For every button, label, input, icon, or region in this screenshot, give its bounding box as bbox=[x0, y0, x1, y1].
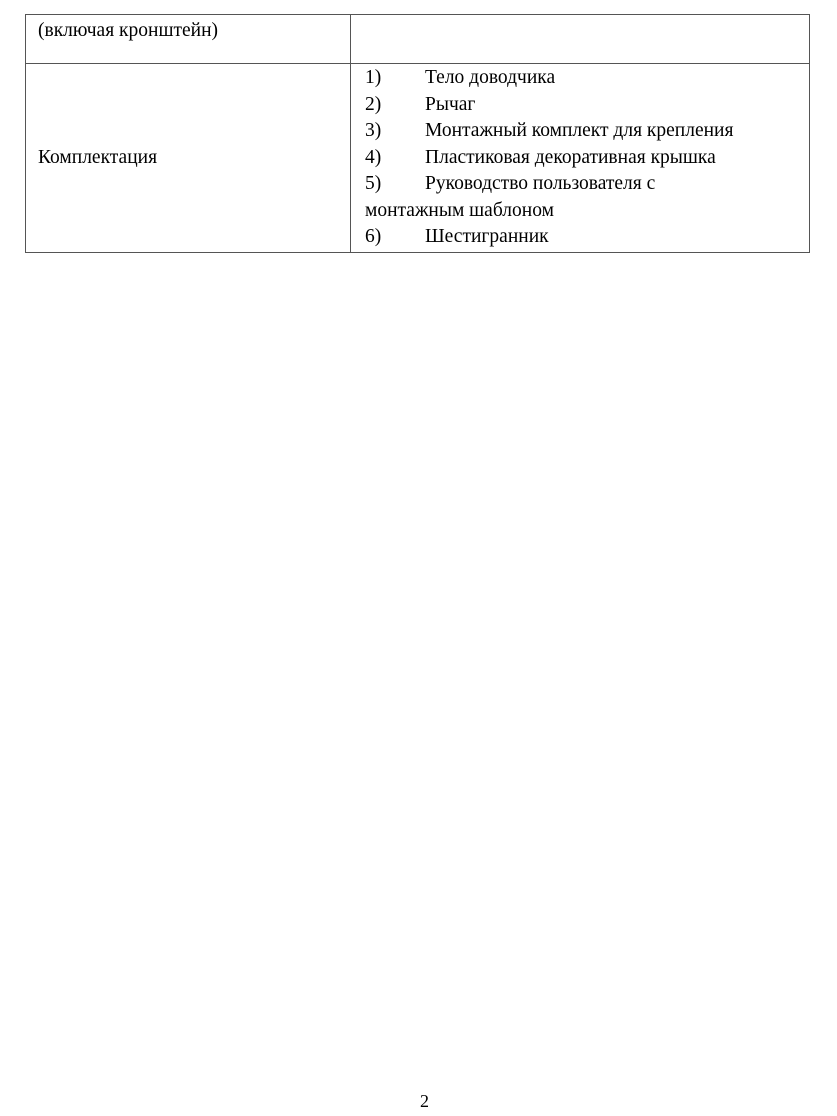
item-number: 2) bbox=[365, 93, 382, 115]
list-item bbox=[365, 65, 809, 92]
list-item bbox=[365, 145, 809, 172]
page-number: 2 bbox=[420, 1091, 429, 1111]
item-text: Тело доводчика bbox=[425, 67, 556, 88]
bracket-note-cell: (включая кронштейн) bbox=[26, 15, 351, 64]
list-item bbox=[365, 92, 809, 119]
item-text: Шестигранник bbox=[425, 226, 549, 247]
item-number: 3) bbox=[365, 120, 382, 141]
item-text: Руководство пользователя с bbox=[425, 173, 656, 194]
empty-value-cell bbox=[351, 15, 810, 64]
item-number: 4) bbox=[365, 146, 382, 168]
item-number: 5) bbox=[365, 173, 382, 194]
list-item bbox=[365, 224, 809, 251]
item-text: Рычаг bbox=[425, 93, 476, 115]
list-item bbox=[365, 171, 809, 198]
item-number: 6) bbox=[365, 226, 382, 247]
item-text: Монтажный комплект для крепления bbox=[425, 120, 734, 141]
table-row bbox=[26, 64, 810, 253]
list-item bbox=[365, 118, 809, 145]
package-contents-label: Комплектация bbox=[26, 64, 351, 253]
table-row bbox=[26, 15, 810, 64]
spec-table bbox=[25, 14, 810, 253]
item-text-continuation: монтажным шаблоном bbox=[365, 199, 554, 221]
package-contents-list bbox=[351, 64, 810, 253]
item-text: Пластиковая декоративная крышка bbox=[425, 146, 716, 168]
item-number: 1) bbox=[365, 67, 382, 88]
